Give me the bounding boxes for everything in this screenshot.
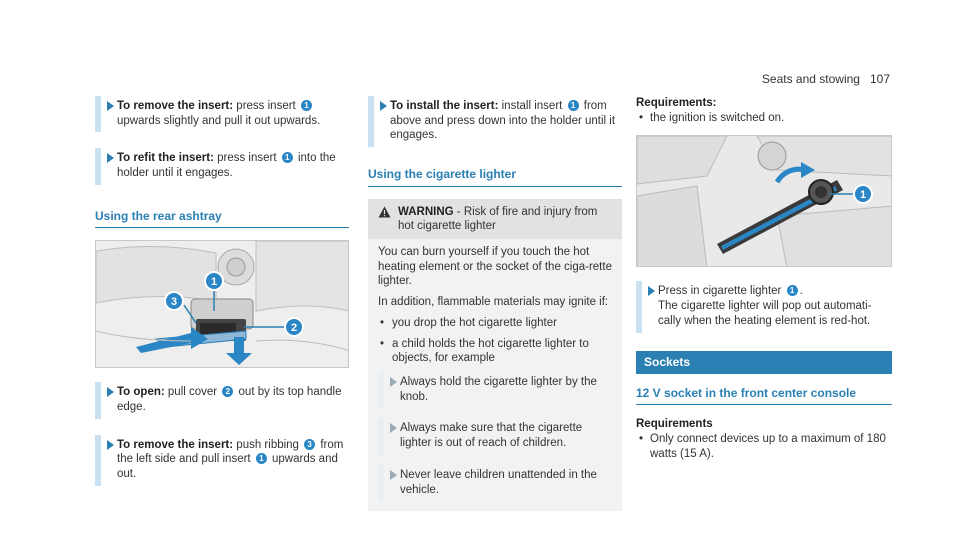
- warning-triangle-icon: [378, 206, 391, 218]
- step-refit-insert: [95, 148, 349, 184]
- svg-text:1: 1: [210, 276, 218, 289]
- cigarette-lighter-figure: [636, 135, 892, 267]
- section-title-rear-ashtray: Using the rear ashtray: [95, 209, 349, 228]
- requirements-title: Requirements: [636, 418, 713, 431]
- step-press-lighter: [636, 281, 892, 332]
- column-2: [368, 96, 622, 511]
- step-label: To remove the insert:: [117, 100, 234, 112]
- section-title-12v-socket: 12 V socket in the front center console: [636, 386, 892, 405]
- step-label: To remove the insert:: [117, 438, 234, 451]
- step-text: install insert: [501, 100, 563, 112]
- step-arrow-icon: [390, 423, 397, 433]
- step-arrow-icon: [107, 153, 114, 163]
- callout-badge: 1: [282, 152, 293, 163]
- warning-step: [378, 372, 612, 408]
- step-text: pull cover: [167, 386, 218, 399]
- step-arrow-icon: [390, 470, 397, 480]
- step-label: To refit the insert:: [117, 152, 214, 165]
- column-3: [636, 96, 892, 475]
- step-label: To install the insert:: [390, 100, 499, 112]
- warning-header: [368, 199, 622, 239]
- figure-callout-3: [165, 292, 183, 310]
- step-arrow-icon: [107, 101, 114, 111]
- header-section: Seats and stowing: [761, 72, 860, 86]
- step-text: into the holder until it engages.: [117, 152, 336, 180]
- page-number: 107: [869, 72, 890, 86]
- warning-step: [378, 465, 612, 501]
- step-text: upwards and out.: [117, 453, 338, 481]
- step-arrow-icon: [648, 286, 655, 296]
- callout-badge: 1: [256, 453, 267, 464]
- page-header: [762, 72, 890, 87]
- step-label: To open:: [117, 386, 165, 399]
- figure-callout-1: [205, 272, 223, 290]
- requirements-title: Requirements:: [636, 97, 717, 109]
- warning-body: [368, 239, 622, 511]
- warning-title: WARNING: [398, 205, 454, 218]
- step-remove-insert: [95, 96, 349, 132]
- step-text: Never leave children unattended in the vehicle.: [400, 468, 597, 496]
- callout-badge: 1: [301, 100, 312, 111]
- step-text: from the left side and pull insert: [117, 438, 344, 466]
- step-text: press insert: [217, 152, 277, 165]
- step-text: Always make sure that the cigarette lighter is out of reach of children.: [400, 422, 583, 450]
- column-1: [95, 96, 349, 502]
- step-remove-ashtray-insert: [95, 435, 349, 486]
- section-title-cigarette-lighter: Using the cigarette lighter: [368, 167, 622, 186]
- requirement-item: • the ignition is switched on.: [636, 111, 892, 126]
- step-text: Press in cigarette lighter: [658, 285, 782, 298]
- figure-callout-2: [285, 318, 303, 336]
- warning-box: [368, 199, 622, 512]
- step-text: push ribbing: [236, 438, 299, 451]
- warning-paragraph: You can burn yourself if you touch the hot heating element or the socket of the ciga-rette lighter.: [378, 245, 612, 288]
- callout-badge: 1: [787, 285, 798, 296]
- warning-paragraph: In addition, flammable materials may ignite if:: [378, 296, 609, 309]
- step-text: Always hold the cigarette lighter by the knob.: [400, 375, 597, 403]
- warning-step: [378, 418, 612, 454]
- cigarette-lighter-illustration: [637, 136, 892, 267]
- warning-subtitle: - Risk of fire and injury from hot cigarette lighter: [398, 205, 598, 233]
- step-arrow-icon: [380, 101, 387, 111]
- step-install-insert: [368, 96, 622, 147]
- step-arrow-icon: [107, 440, 114, 450]
- warning-bullets: [378, 316, 612, 366]
- step-text: upwards slightly and pull it out upwards.: [117, 114, 321, 127]
- step-text: press insert: [236, 100, 296, 112]
- callout-badge: 2: [222, 386, 233, 397]
- callout-badge: 1: [568, 100, 579, 111]
- list-item: • a child holds the hot cigarette lighter to objects, for example: [378, 337, 612, 366]
- step-text: The cigarette lighter will pop out automati-cally when the heating element is red-hot.: [658, 300, 872, 327]
- svg-text:1: 1: [859, 189, 867, 202]
- svg-text:3: 3: [170, 296, 178, 309]
- step-open-cover: [95, 382, 349, 418]
- rear-ashtray-illustration: [96, 241, 349, 368]
- figure-callout-1: [854, 185, 872, 203]
- rear-ashtray-figure: [95, 240, 349, 368]
- step-text: .: [799, 285, 803, 298]
- callout-badge: 3: [304, 439, 315, 450]
- sockets-heading-bar: Sockets: [636, 351, 892, 374]
- requirement-item: • Only connect devices up to a maximum of 180 watts (15 A).: [636, 432, 892, 461]
- list-item: • you drop the hot cigarette lighter: [378, 316, 612, 331]
- svg-text:2: 2: [290, 322, 298, 335]
- step-arrow-icon: [107, 387, 114, 397]
- step-text: out by its top handle edge.: [117, 386, 342, 413]
- step-text: from above and press down into the holder until it engages.: [390, 100, 616, 142]
- step-arrow-icon: [390, 377, 397, 387]
